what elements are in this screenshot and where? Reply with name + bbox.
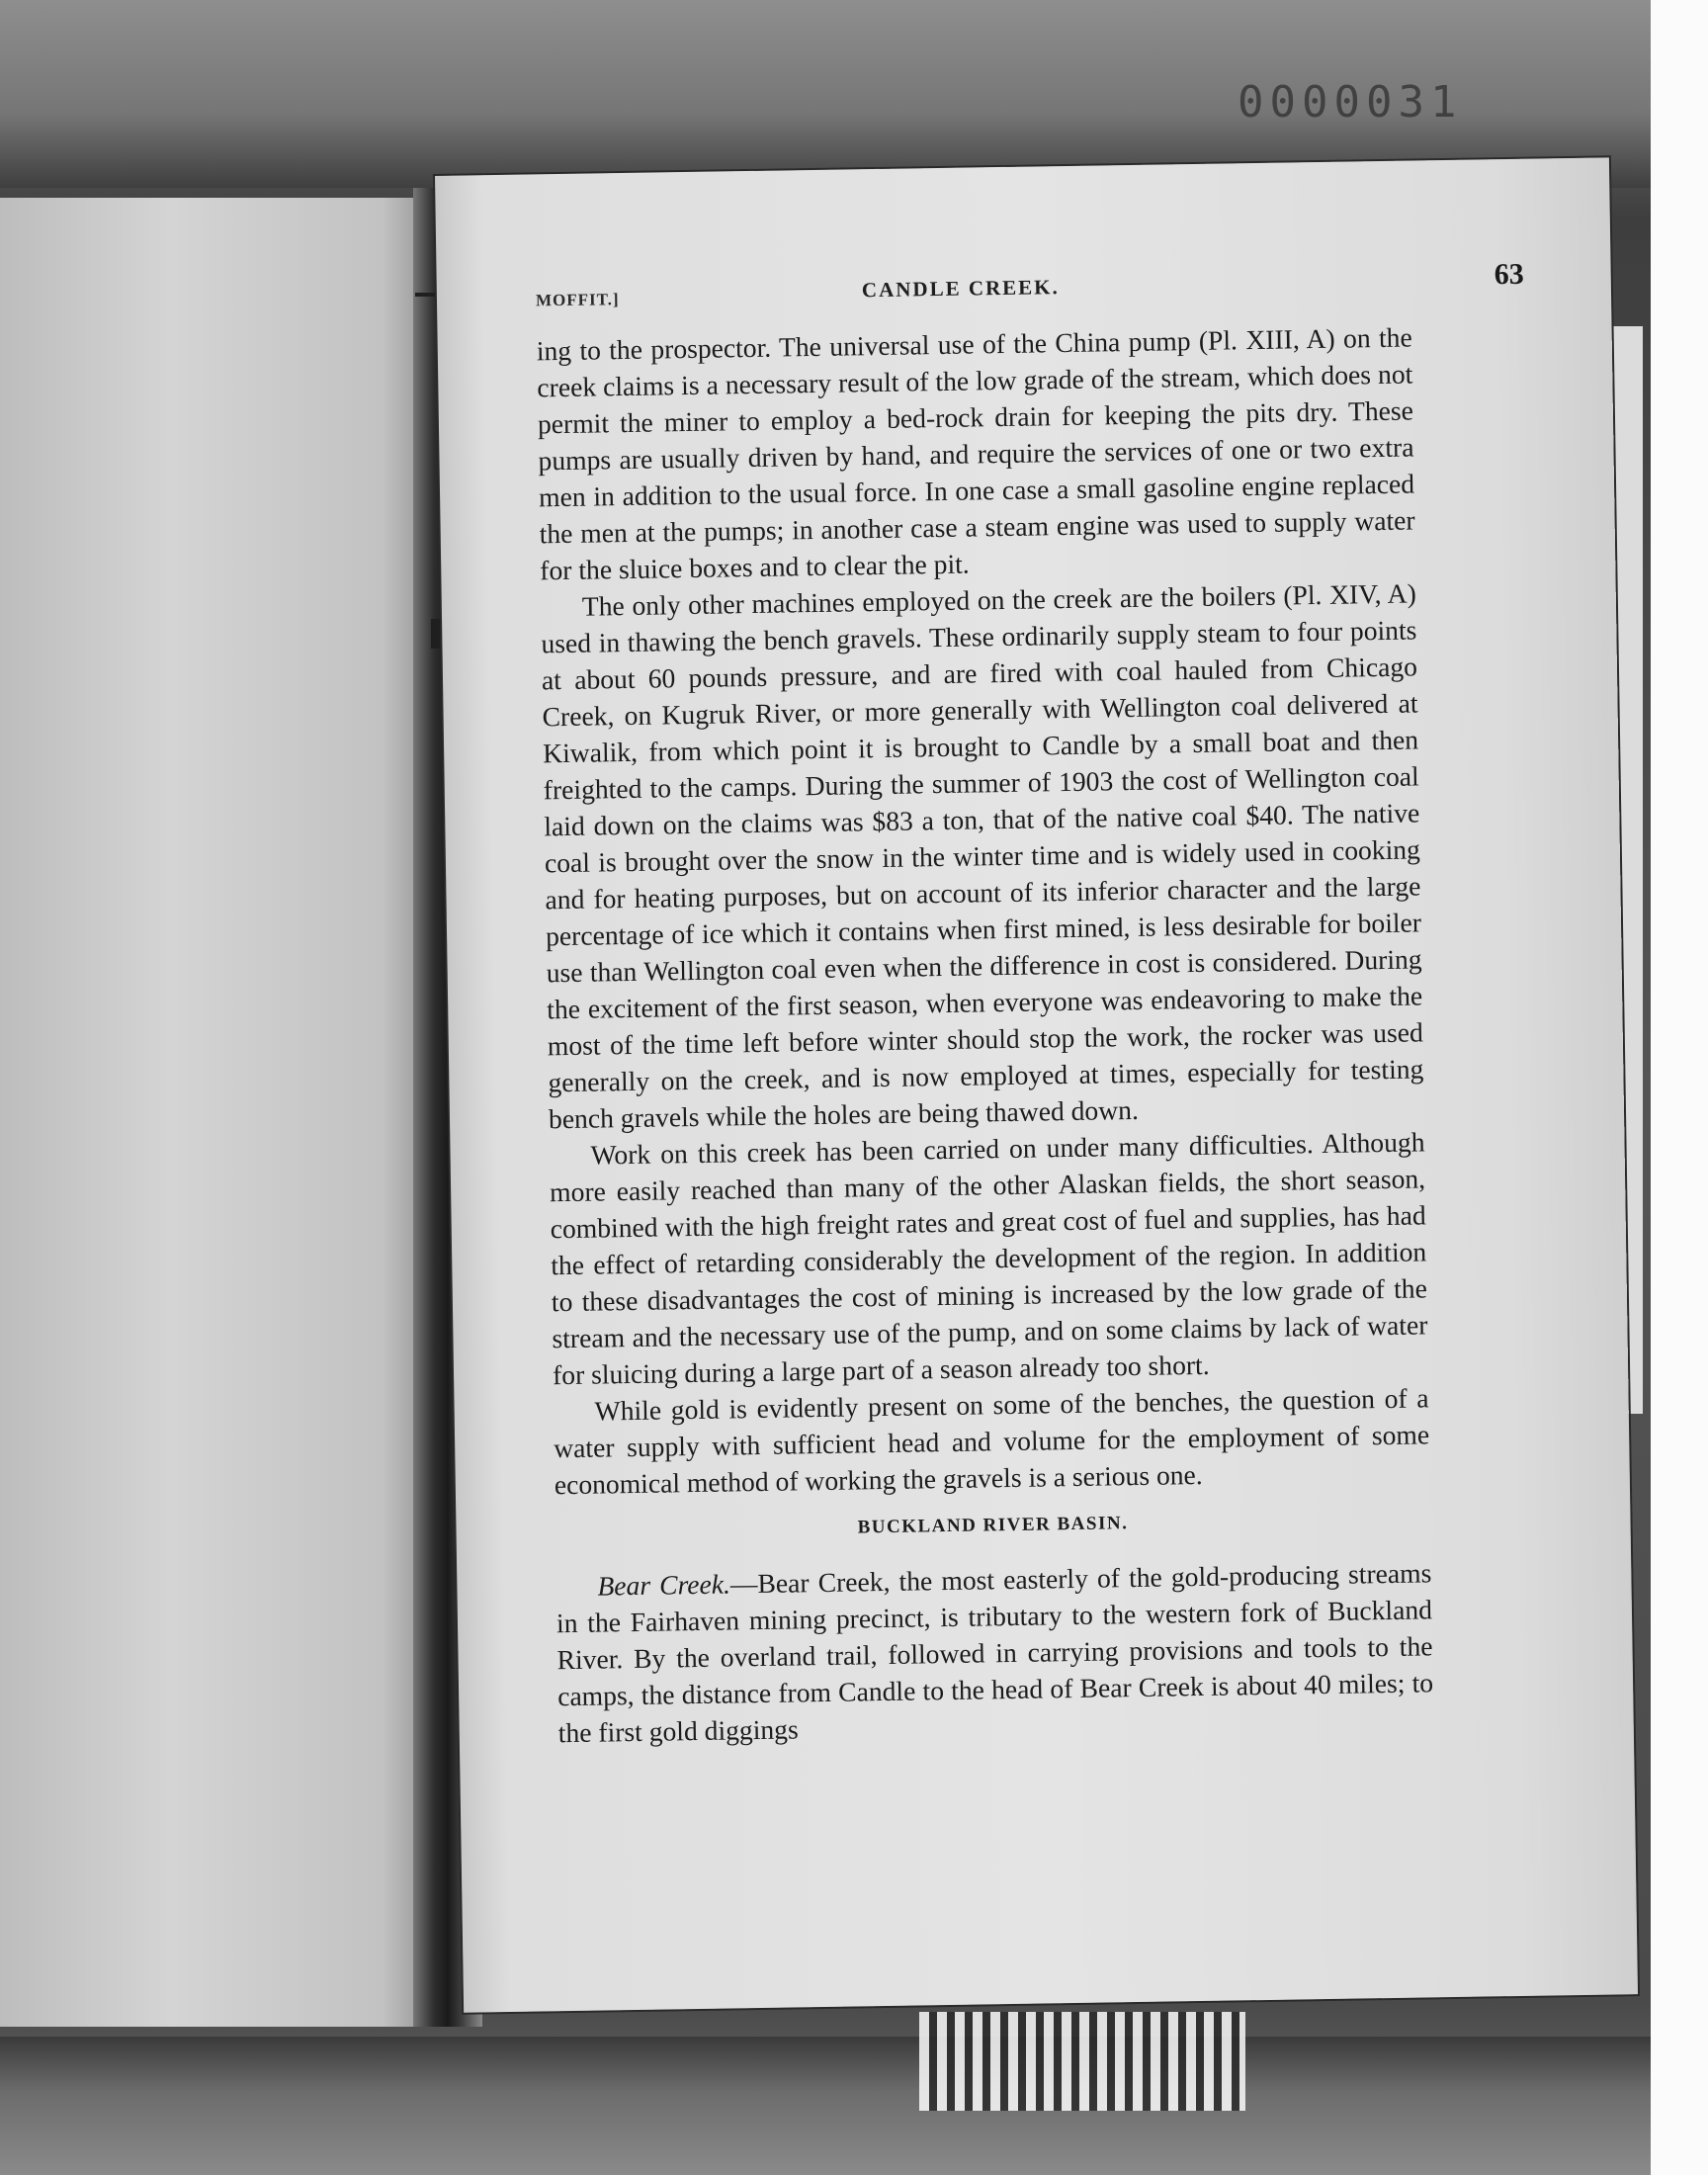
frame-number: 0000031 [1238,77,1463,128]
left-page [0,198,425,2027]
paragraph-text: —Bear Creek, the most easterly of the gold-producing streams in the Fairhaven mining precinct, is tributary to the western fork of Buckland River. By the overland trail, followed in carrying provisions and tools to the camps, the distance from Candle to the head of Bear Creek is about 40 miles; to the first gold diggings [555,1557,1434,1749]
running-head [535,257,1525,319]
paragraph: ing to the prospector. The universal use of the China pump (Pl. XIII, A) on the creek claims is a necessary result of the low grade of the stream, which does not permit the miner to employ a bed-rock drain for keeping the pits dry. These pumps are usually driven by hand, and require the services of one or two extra men in addition to the usual force. In one case a small gasoline engine replaced the men at the pumps; in another case a steam engine was used to supply water for the sluice boxes and to clear the pit. [536,321,1415,586]
paragraph: While gold is evidently present on some of the benches, the question of a water supply with sufficient head and volume for the employment of some economical method of working the gravels is a serious one. [553,1382,1430,1501]
page-body [537,318,1434,1751]
running-head-author: MOFFIT.] [535,290,620,310]
section-heading: BUCKLAND RIVER BASIN. [857,1513,1129,1538]
scanner-right-margin [1651,0,1708,2175]
paragraph: The only other machines employed on the creek are the boilers (Pl. XIV, A) used in thawing the bench gravels. These ordinarily supply steam to four points at about 60 pounds pressure, and are fired with coal hauled from Chicago Creek, on Kugruk River, or more generally with Wellington coal delivered at Kiwalik, from which point it is brought to Candle by a small boat and then freighted to the camps. During the summer of 1903 the cost of Wellington coal laid down on the claims was $83 a ton, that of the native coal $40. The native coal is brought over the snow in the winter time and is widely used in cooking and for heating purposes, but on account of its inferior character and the large percentage of ice which it contains when first mined, is less desirable for boiler use than Wellington coal even when the difference in cost is considered. During the excitement of the first season, when everyone was endeavoring to make the most of the time left before winter should stop the work, the rocker was used generally on the creek, and is now employed at times, especially for testing bench gravels while the holes are being thawed down. [541,577,1424,1135]
scanner-bottom-margin [0,2037,1708,2175]
scanner-ruler [919,2012,1245,2111]
running-head-title: CANDLE CREEK. [861,275,1060,303]
book-page [435,157,1638,2012]
paragraph: Work on this creek has been carried on under many difficulties. Although more easily reached than many of the other Alaskan fields, the short season, combined with the high freight rates and great cost of fuel and supplies, has had the effect of retarding considerably the development of the region. In addition to these disadvantages the cost of mining is increased by the low grade of the stream and the necessary use of the pump, and on some claims by lack of water for sluicing during a large part of a season already too short. [549,1126,1428,1391]
paragraph-bear-creek [555,1554,1434,1751]
run-in-heading: Bear Creek. [597,1568,731,1602]
page-number: 63 [1494,257,1524,292]
